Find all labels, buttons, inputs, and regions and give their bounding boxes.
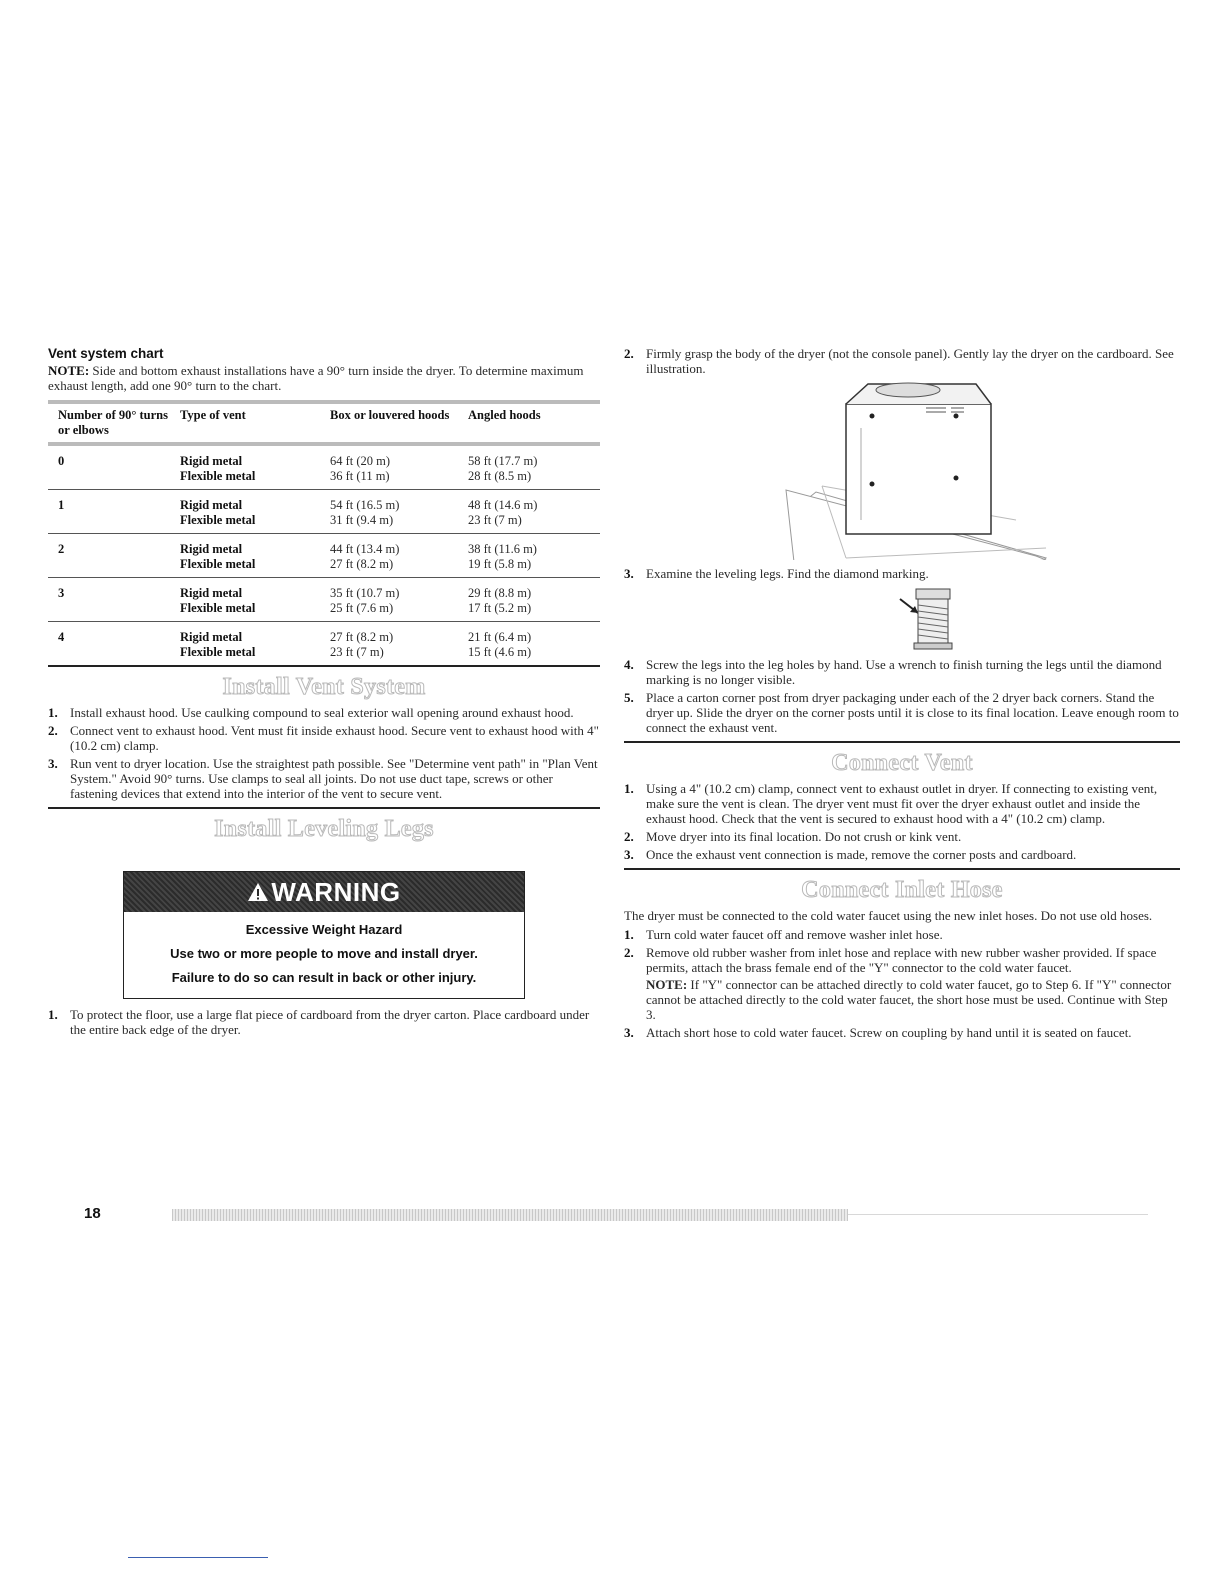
type-cell: Rigid metal Flexible metal: [180, 454, 256, 483]
list-item: 2. Firmly grasp the body of the dryer (not the console panel). Gently lay the dryer on the cardboard. See illustration.: [624, 346, 1180, 560]
list-item: 3. Run vent to dryer location. Use the straightest path possible. See "Determine vent path" in "Plan Vent System." Avoid 90° turns. Use clamps to seal all joints. Do not use duct tape, screws or other fastening devices that extend into the interior of the vent to secure vent.: [48, 756, 598, 801]
table-row: [48, 534, 600, 578]
connect-hose-intro: The dryer must be connected to the cold water faucet using the new inlet hoses. Do not use old hoses.: [624, 908, 1153, 923]
leveling-leg-icon: [646, 585, 1066, 651]
turns-cell: 4: [58, 630, 65, 644]
list-item: 1. To protect the floor, use a large flat piece of cardboard from the dryer carton. Place cardboard under the entire back edge of the dryer.: [48, 1007, 590, 1037]
list-item: 2. Move dryer into its final location. Do not crush or kink vent.: [624, 829, 962, 844]
list-item: 1. Using a 4" (10.2 cm) clamp, connect vent to exhaust outlet in dryer. If connecting to existing vent, make sure the vent is clean. The dryer vent must fit over the dryer exhaust outlet and inside the exhaust hood. Check that the vent is secured to exhaust hood with a 4" (10.2 cm) clamp.: [624, 781, 1158, 826]
warning-line-2: Failure to do so can result in back or other injury.: [171, 970, 477, 985]
col-header-turns: Number of 90° turns or elbows: [58, 408, 168, 437]
box-cell: 64 ft (20 m) 36 ft (11 m): [330, 454, 391, 483]
vent-chart-note: NOTE: Side and bottom exhaust installations have a 90° turn inside the dryer. To determine maximum exhaust length, add one 90° turn to the chart.: [48, 363, 584, 393]
vent-chart-title: Vent system chart: [48, 346, 164, 361]
warning-hazard: Excessive Weight Hazard: [245, 922, 403, 937]
footer-bar: [172, 1209, 848, 1221]
connect-hose-steps: [624, 927, 1180, 1040]
angled-cell: 21 ft (6.4 m) 15 ft (4.6 m): [468, 630, 532, 659]
angled-cell: 48 ft (14.6 m) 23 ft (7 m): [468, 498, 538, 527]
list-item: 1. Install exhaust hood. Use caulking compound to seal exterior wall opening around exhaust hood.: [48, 705, 574, 720]
table-row: [48, 490, 600, 534]
table-header-row: [48, 402, 600, 444]
connect-hose-heading: Connect Inlet Hose: [801, 877, 1003, 903]
connect-vent-heading: Connect Vent: [831, 750, 973, 776]
col-header-type: Type of vent: [180, 408, 246, 422]
box-cell: 44 ft (13.4 m) 27 ft (8.2 m): [330, 542, 400, 571]
box-cell: 27 ft (8.2 m) 23 ft (7 m): [330, 630, 394, 659]
page-footer: [48, 1206, 1180, 1224]
table-row: [48, 622, 600, 667]
list-item: 5. Place a carton corner post from dryer packaging under each of the 2 dryer back corners. Stand the dryer up. Slide the dryer on the corner posts until it is close to its final location. Leave enough room to connect the exhaust vent.: [624, 690, 1179, 735]
section-divider: [624, 741, 1180, 743]
install-vent-steps: [48, 705, 600, 801]
warning-box: [123, 871, 525, 999]
box-cell: 54 ft (16.5 m) 31 ft (9.4 m): [330, 498, 400, 527]
list-item: 3. Attach short hose to cold water faucet. Screw on coupling by hand until it is seated on faucet.: [624, 1025, 1132, 1040]
page-number: 18: [84, 1205, 101, 1222]
list-item: 2. Remove old rubber washer from inlet hose and replace with new rubber washer provided. If space permits, attach the brass female end of the "Y" connector to the cold water faucet. NOTE: If "Y" connector can be attached directly to cold water faucet, go to Step 6. If "Y" connector cannot be attached directly to the cold water faucet, the short hose must be used. Continue with Step 3.: [624, 945, 1180, 1022]
angled-cell: 38 ft (11.6 m) 19 ft (5.8 m): [468, 542, 537, 571]
list-item: 4. Screw the legs into the leg holes by hand. Use a wrench to finish turning the legs until the diamond marking is no longer visible.: [624, 657, 1162, 687]
right-column: [624, 346, 1180, 1043]
step-note: NOTE: If "Y" connector can be attached directly to cold water faucet, go to Step 6. If "Y" connector cannot be attached directly to the cold water faucet, the short hose must be used. Continue with Step 3.: [646, 977, 1172, 1022]
list-item: 3. Once the exhaust vent connection is made, remove the corner posts and cardboard.: [624, 847, 1077, 862]
warning-header: [124, 872, 524, 912]
turns-cell: 0: [58, 454, 65, 468]
turns-cell: 3: [58, 586, 65, 600]
warning-triangle-icon: [247, 882, 269, 902]
type-cell: Rigid metal Flexible metal: [180, 630, 256, 659]
left-column: [48, 346, 600, 1040]
table-row: [48, 578, 600, 622]
col-header-box: Box or louvered hoods: [330, 408, 450, 422]
angled-cell: 29 ft (8.8 m) 17 ft (5.2 m): [468, 586, 532, 615]
warning-line-1: Use two or more people to move and install dryer.: [170, 946, 478, 961]
section-divider: [48, 807, 600, 809]
list-item: 2. Connect vent to exhaust hood. Vent must fit inside exhaust hood. Secure vent to exhaust hood with 4" (10.2 cm) clamp.: [48, 723, 599, 753]
table-row: [48, 444, 600, 490]
type-cell: Rigid metal Flexible metal: [180, 498, 256, 527]
type-cell: Rigid metal Flexible metal: [180, 542, 256, 571]
col-header-angled: Angled hoods: [468, 408, 541, 422]
list-item: 1. Turn cold water faucet off and remove washer inlet hose.: [624, 927, 943, 942]
install-legs-steps-right: [624, 346, 1180, 735]
angled-cell: 58 ft (17.7 m) 28 ft (8.5 m): [468, 454, 538, 483]
turns-cell: 1: [58, 498, 65, 512]
connect-vent-steps: [624, 781, 1180, 862]
turns-cell: 2: [58, 542, 65, 556]
section-divider: [624, 868, 1180, 870]
dryer-on-cardboard-illustration: [646, 380, 1066, 560]
list-item: 3. Examine the leveling legs. Find the diamond marking.: [624, 566, 1180, 651]
vent-chart-table: [48, 400, 600, 667]
bottom-rule: [128, 1557, 268, 1558]
warning-title: WARNING: [271, 876, 401, 907]
install-legs-heading: Install Leveling Legs: [214, 816, 434, 842]
install-vent-heading: Install Vent System: [222, 674, 426, 700]
warning-body: [124, 912, 524, 998]
type-cell: Rigid metal Flexible metal: [180, 586, 256, 615]
footer-rule: [848, 1214, 1148, 1215]
install-legs-steps-left: [48, 1007, 600, 1037]
box-cell: 35 ft (10.7 m) 25 ft (7.6 m): [330, 586, 400, 615]
